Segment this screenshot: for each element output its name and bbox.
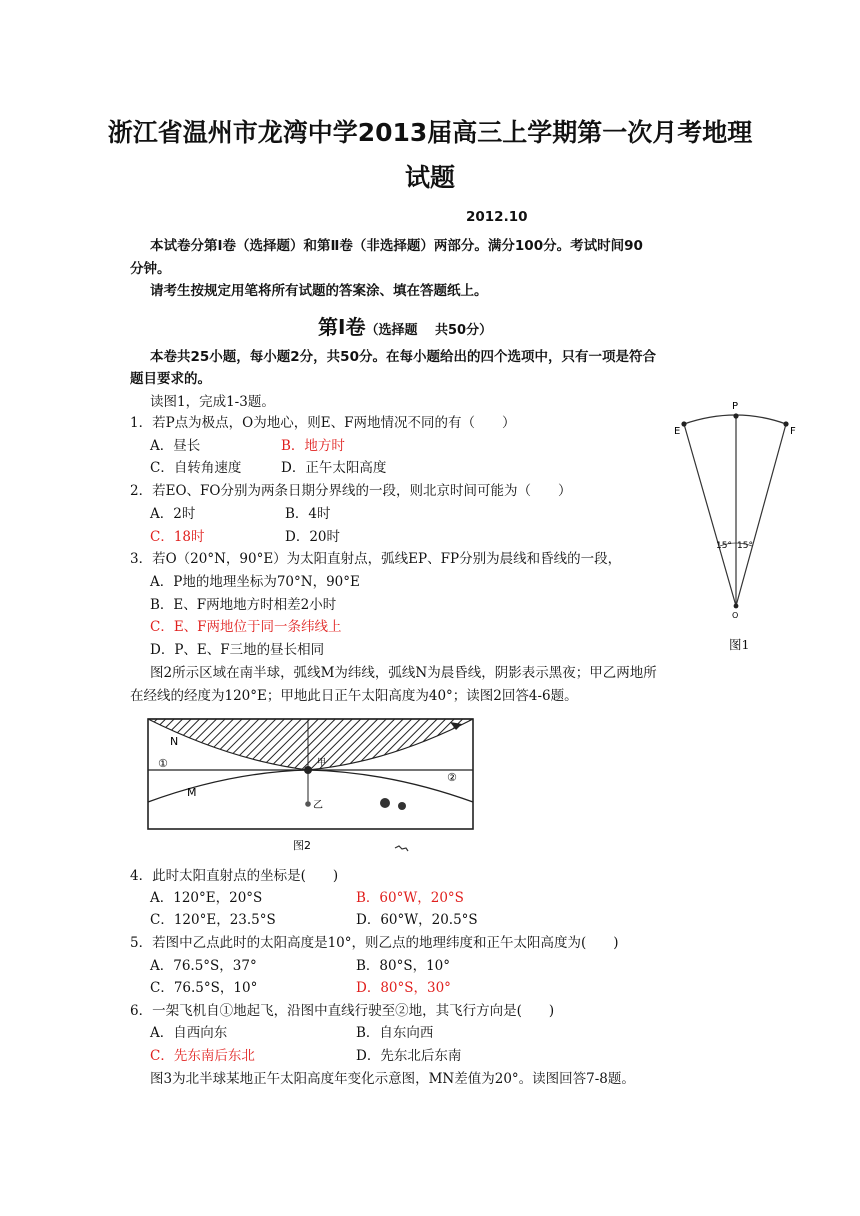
point-jia [304,766,312,774]
fig2-intro-line2: 在经线的经度为120°E；甲地此日正午太阳高度为40°；读图2回答4-6题。 [130,688,578,704]
label-2: ② [447,771,457,784]
label-m: M [187,786,197,799]
label-n: N [170,735,179,748]
q3-option-d: D．P、E、F三地的昼长相同 [150,642,325,658]
q4-option-b: B．60°W，20°S [356,890,464,906]
q6-option-a: A．自西向东 [150,1025,228,1041]
point-e [681,421,686,426]
q2-option-a: A．2时 [150,506,196,522]
q5-option-b: B．80°S，10° [356,958,451,974]
q1-option-a: A．昼长 [150,438,201,454]
fig2-caption: 图2 [293,839,311,852]
q2-option-c: C．18时 [150,529,205,545]
angle-left: 15° [716,541,732,551]
figure-1 [668,396,804,658]
point-yi [305,801,311,807]
page-title: 浙江省温州市龙湾中学2013届高三上学期第一次月考地理 [107,118,753,147]
fig2-intro-line1: 图2所示区域在南半球，弧线M为纬线，弧线N为晨昏线，阴影表示黑夜；甲乙两地所 [150,665,657,681]
q4-stem: 4．此时太阳直射点的坐标是( ) [130,868,339,884]
figure-2 [140,710,485,860]
section-title: 第Ⅰ卷 [318,315,366,339]
fig1-caption: 图1 [729,637,750,652]
q5-stem: 5．若图中乙点此时的太阳高度是10°，则乙点的地理纬度和正午太阳高度为( ) [130,935,619,951]
label-yi: 乙 [313,800,323,811]
q5-option-a: A．76.5°S，37° [150,958,257,974]
q1-option-c: C．自转角速度 [150,460,242,476]
map-blot-2 [398,802,406,810]
q5-option-d: D．80°S，30° [356,980,451,996]
point-o [734,604,739,609]
q1-option-b: B．地方时 [281,438,345,454]
label-f: F [790,426,796,437]
q2-option-d: D．20时 [285,529,341,545]
q6-option-b: B．自东向西 [356,1025,434,1041]
map-blot [380,798,390,808]
q4-option-c: C．120°E，23.5°S [150,912,276,928]
q3-option-b: B．E、F两地地方时相差2小时 [150,597,337,613]
q6-option-c: C．先东南后东北 [150,1048,255,1064]
q4-option-d: D．60°W，20.5°S [356,912,478,928]
label-e: E [674,426,681,437]
point-f [783,421,788,426]
q1-stem: 1．若P点为极点，O为地心，则E、F两地情况不同的有（ ） [130,415,516,431]
label-p: P [732,401,739,412]
intro-line3: 请考生按规定用笔将所有试题的答案涂、填在答题纸上。 [150,283,488,299]
q6-option-d: D．先东北后东南 [356,1048,462,1064]
q6-stem: 6．一架飞机自①地起飞，沿图中直线行驶至②地，其飞行方向是( ) [130,1003,555,1019]
night-area [148,719,473,770]
label-o: O [732,611,739,620]
exam-date: 2012.10 [466,209,528,225]
q2-stem: 2．若EO、FO分别为两条日期分界线的一段，则北京时间可能为（ ） [130,483,572,499]
angle-right: 15° [737,541,753,551]
section-heading [318,311,492,340]
label-1: ① [158,757,168,770]
page-title-line2: 试题 [404,163,455,192]
label-jia: 甲 [317,758,327,768]
q4-option-a: A．120°E，20°S [150,890,263,906]
line-eo [684,424,736,606]
fig1-intro: 读图1，完成1-3题。 [150,394,275,410]
intro-line2: 分钟。 [130,261,171,277]
scan-mark [395,846,408,851]
arc-m [148,770,473,802]
q2-option-b: B．4时 [285,506,331,522]
q1-option-d: D．正午太阳高度 [281,460,387,476]
section-desc2: 题目要求的。 [130,371,211,387]
fig3-intro: 图3为北半球某地正午太阳高度年变化示意图，MN差值为20°。读图回答7-8题。 [150,1071,635,1087]
q5-option-c: C．76.5°S，10° [150,980,258,996]
line-fo [736,424,786,606]
point-p [733,413,738,418]
section-subtitle: （选择题 共50分） [365,323,493,338]
intro-line1: 本试卷分第Ⅰ卷（选择题）和第Ⅱ卷（非选择题）两部分。满分100分。考试时间90 [150,238,643,254]
q3-stem: 3．若O（20°N，90°E）为太阳直射点，弧线EP、FP分别为晨线和昏线的一段， [130,551,622,567]
q3-option-a: A．P地的地理坐标为70°N，90°E [150,574,360,590]
q3-option-c: C．E、F两地位于同一条纬线上 [150,619,342,635]
section-desc1: 本卷共25小题，每小题2分，共50分。在每小题给出的四个选项中，只有一项是符合 [150,349,656,365]
